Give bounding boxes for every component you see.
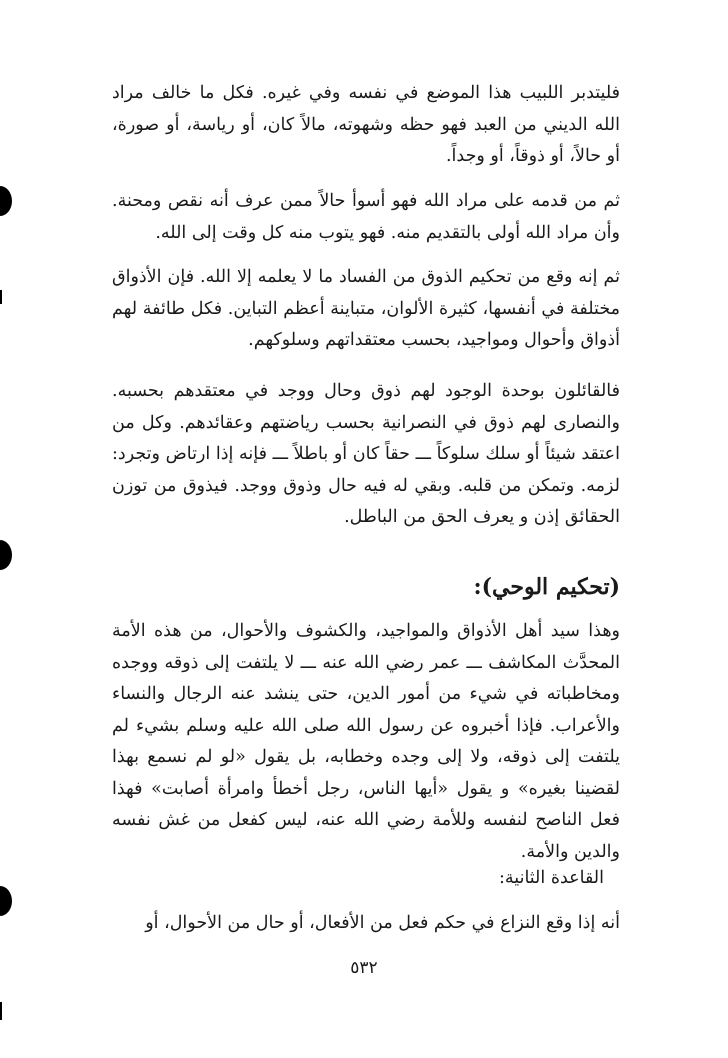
page-number: ٥٣٢ <box>350 958 378 978</box>
paragraph-3: ثم إنه وقع من تحكيم الذوق من الفساد ما لا يعلمه إلا الله. فإن الأذواق مختلفة في أنفسها، كثيرة الألوان، متباينة أعظم التباين. فكل طائفة لهم أذواق وأحوال ومواجيد، بحسب معتقداتهم وسلوكهم. <box>112 267 620 350</box>
paragraph-2: ثم من قدمه على مراد الله فهو أسوأ حالاً ممن عرف أنه نقص ومحنة. وأن مراد الله أولى بالتقديم منه. فهو يتوب منه كل وقت إلى الله. <box>112 191 620 243</box>
paragraph-6: أنه إذا وقع النزاع في حكم فعل من الأفعال، أو حال من الأحوال، أو <box>145 913 620 933</box>
punch-hole-top <box>0 186 12 216</box>
paragraph-4: فالقائلون بوحدة الوجود لهم ذوق وحال ووجد في معتقدهم بحسبه. والنصارى لهم ذوق في النصرانية بحسب رياضتهم وعقائدهم. وكل من اعتقد شيئاً أو سلك سلوكاً ـــ حقاً كان أو باطلاً ـــ فإنه إذا ارتاض وتجرد: لزمه. وتمكن من قلبه. وبقي له فيه حال وذوق ووجد. فيذوق من توزن الحقائق إذن و يعرف الحق من الباطل. <box>112 381 620 527</box>
paragraph-1: فليتدبر اللبيب هذا الموضع في نفسه وفي غيره. فكل ما خالف مراد الله الديني من العبد فهو حظه وشهوته، مالاً كان، أو رياسة، أو صورة، أو حالاً، أو ذوقاً، أو وجداً. <box>112 83 620 166</box>
edge-mark <box>0 1002 2 1020</box>
rule-subheading: القاعدة الثانية: <box>499 868 604 888</box>
punch-hole-middle <box>0 540 12 570</box>
punch-hole-bottom <box>0 886 12 916</box>
edge-mark <box>0 290 2 304</box>
paragraph-5: وهذا سيد أهل الأذواق والمواجيد، والكشوف والأحوال، من هذه الأمة المحدَّث المكاشف ـــ عمر رضي الله عنه ـــ لا يلتفت إلى ذوقه ووجده ومخاطباته في شيء من أمور الدين، حتى ينشد عنه الرجال والنساء والأعراب. فإذا أخبروه عن رسول الله صلى الله عليه وسلم بشيء لم يلتفت إلى ذوقه، ولا إلى وجده وخطابه، بل يقول «لو لم نسمع بهذا لقضينا بغيره» و يقول «أيها الناس، رجل أخطأ وامرأة أصابت» فهذا فعل الناصح لنفسه وللأمة رضي الله عنه، ليس كفعل من غش نفسه والدين والأمة. <box>112 621 620 862</box>
section-heading: (تحكيم الوحي): <box>473 574 620 600</box>
